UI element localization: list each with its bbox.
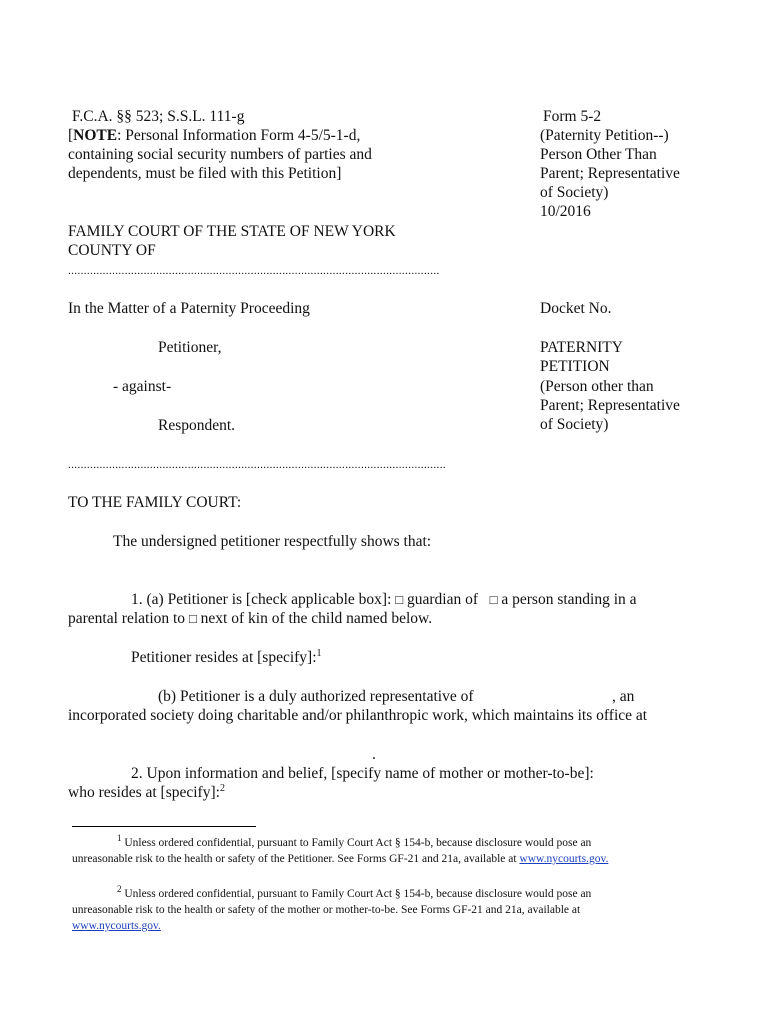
petition-title: PATERNITY [540, 339, 623, 356]
note-line-3: dependents, must be filed with this Petition] [68, 165, 342, 182]
form-desc-line: Person Other Than [540, 146, 657, 163]
to-court-heading: TO THE FAMILY COURT: [68, 494, 242, 511]
checkbox-parental-relation[interactable]: □ [489, 592, 498, 607]
item-2-line-2: who resides at [specify]:$^2$ [68, 782, 225, 801]
note-line-1: [NOTE: Personal Information Form 4-5/5-1-d, [68, 127, 361, 144]
period-mark: . [372, 746, 376, 763]
form-desc-line: (Paternity Petition--) [540, 127, 669, 144]
petitioner-residence: Petitioner resides at [specify]:$^1$ [131, 647, 322, 666]
petition-subtitle: of Society) [540, 416, 609, 433]
footnote-marker: 2 [219, 782, 225, 794]
county-label: COUNTY OF [68, 242, 156, 259]
form-desc-line: Parent; Representative [540, 165, 680, 182]
checkbox-guardian[interactable]: □ [395, 592, 404, 607]
footnote-1-line-2: unreasonable risk to the health or safety of the Petitioner. See Forms GF-21 and 21a, available at www.nycourts.gov. [72, 853, 609, 865]
form-number: Form 5-2 [543, 108, 602, 125]
footnote-marker: 1 [316, 647, 322, 659]
item-1a-line-2: parental relation to □ next of kin of the child named below. [68, 610, 433, 627]
footnote-2-line-2: unreasonable risk to the health or safety of the mother or mother-to-be. See Forms GF-21 and 21a, available at [72, 904, 581, 916]
petition-title: PETITION [540, 358, 610, 375]
county-fill-line: ...................................................................................................................... [68, 265, 440, 277]
item-1a-line-1: 1. (a) Petitioner is [check applicable box]: □ guardian of □ a person standing in a [131, 591, 637, 608]
form-date: 10/2016 [540, 203, 591, 220]
court-name: FAMILY COURT OF THE STATE OF NEW YORK [68, 223, 396, 240]
footnote-2-line-1: $^2$ Unless ordered confidential, pursuant to Family Court Act § 154-b, because disclosure would pose an [117, 884, 592, 900]
against-label: - against- [113, 378, 172, 395]
nycourts-link[interactable]: www.nycourts.gov. [72, 920, 161, 932]
checkbox-next-of-kin[interactable]: □ [188, 611, 197, 626]
footnote-1-line-1: $^1$ Unless ordered confidential, pursuant to Family Court Act § 154-b, because disclosure would pose an [117, 833, 592, 849]
item-1b-an: , an [612, 688, 635, 705]
item-1b-line-1: (b) Petitioner is a duly authorized representative of [158, 688, 474, 705]
caption-fill-line: ........................................................................................................................ [68, 459, 446, 471]
footnote-2-line-3 [72, 918, 161, 934]
item-1b-line-2: incorporated society doing charitable and/or philanthropic work, which maintains its office at [68, 707, 648, 724]
petitioner-label: Petitioner, [158, 339, 222, 356]
intro-statement: The undersigned petitioner respectfully shows that: [113, 533, 432, 550]
footnote-separator [72, 826, 256, 827]
item-2-line-1: 2. Upon information and belief, [specify name of mother or mother-to-be]: [131, 765, 594, 782]
docket-number-label: Docket No. [540, 300, 612, 317]
nycourts-link[interactable]: www.nycourts.gov. [519, 853, 609, 865]
respondent-label: Respondent. [158, 417, 236, 434]
form-desc-line: of Society) [540, 184, 609, 201]
matter-title: In the Matter of a Paternity Proceeding [68, 300, 310, 317]
statute-citation: F.C.A. §§ 523; S.S.L. 111-g [72, 108, 245, 125]
note-label: NOTE [73, 127, 118, 144]
petition-subtitle: (Person other than [540, 378, 654, 395]
note-line-2: containing social security numbers of parties and [68, 146, 372, 163]
petition-subtitle: Parent; Representative [540, 397, 680, 414]
